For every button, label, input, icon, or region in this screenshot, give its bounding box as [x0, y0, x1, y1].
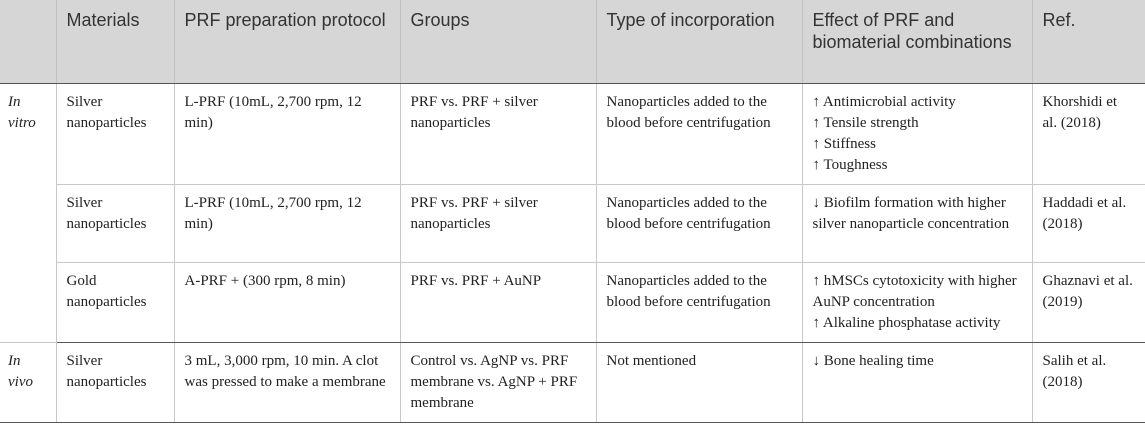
- cell-groups: PRF vs. PRF + AuNP: [400, 262, 596, 342]
- cell-material: Silver nanoparticles: [56, 184, 174, 262]
- effect-item: ↑ Toughness: [812, 156, 888, 173]
- header-materials: Materials: [56, 0, 174, 83]
- cell-groups: PRF vs. PRF + silver nanoparticles: [400, 83, 596, 184]
- cell-material: Gold nanoparticles: [56, 262, 174, 342]
- cell-groups: Control vs. AgNP vs. PRF membrane vs. AgNP + PRF membrane: [400, 342, 596, 422]
- cell-groups: PRF vs. PRF + silver nanoparticles: [400, 184, 596, 262]
- effect-item: ↓ Biofilm formation with higher silver nanoparticle concentration: [812, 194, 1010, 232]
- effect-item: ↓ Bone healing time: [812, 352, 934, 369]
- cell-incorporation: Nanoparticles added to the blood before centrifugation: [596, 184, 802, 262]
- header-context: [0, 0, 56, 83]
- table-row: [0, 83, 1145, 184]
- effect-item: ↑ Alkaline phosphatase activity: [812, 314, 1001, 331]
- cell-protocol: A-PRF + (300 rpm, 8 min): [174, 262, 400, 342]
- header-incorporation: Type of incorporation: [596, 0, 802, 83]
- cell-protocol: L-PRF (10mL, 2,700 rpm, 12 min): [174, 83, 400, 184]
- table-row: [0, 262, 1145, 342]
- cell-incorporation: Nanoparticles added to the blood before centrifugation: [596, 83, 802, 184]
- header-groups: Groups: [400, 0, 596, 83]
- cell-protocol: L-PRF (10mL, 2,700 rpm, 12 min): [174, 184, 400, 262]
- cell-effects: [802, 342, 1032, 422]
- cell-effects: [802, 184, 1032, 262]
- effect-item: ↑ hMSCs cytotoxicity with higher AuNP concentration: [812, 272, 1017, 310]
- cell-ref: Haddadi et al. (2018): [1032, 184, 1145, 262]
- cell-protocol: 3 mL, 3,000 rpm, 10 min. A clot was pressed to make a membrane: [174, 342, 400, 422]
- cell-incorporation: Nanoparticles added to the blood before centrifugation: [596, 262, 802, 342]
- cell-incorporation: Not mentioned: [596, 342, 802, 422]
- header-effect: Effect of PRF and biomaterial combinations: [802, 0, 1032, 83]
- effect-item: ↑ Stiffness: [812, 135, 876, 152]
- effect-item: ↑ Tensile strength: [812, 114, 919, 131]
- cell-effects: [802, 262, 1032, 342]
- table-row: [0, 184, 1145, 262]
- cell-effects: [802, 83, 1032, 184]
- table-row: [0, 342, 1145, 422]
- header-row: [0, 0, 1145, 83]
- cell-material: Silver nanoparticles: [56, 83, 174, 184]
- header-protocol: PRF preparation protocol: [174, 0, 400, 83]
- effect-item: ↑ Antimicrobial activity: [812, 93, 956, 110]
- header-ref: Ref.: [1032, 0, 1145, 83]
- cell-material: Silver nanoparticles: [56, 342, 174, 422]
- cell-ref: Khorshidi et al. (2018): [1032, 83, 1145, 184]
- cell-ref: Ghaznavi et al. (2019): [1032, 262, 1145, 342]
- cell-ref: Salih et al. (2018): [1032, 342, 1145, 422]
- context-in-vivo: In vivo: [0, 342, 56, 422]
- context-in-vitro: In vitro: [0, 83, 56, 342]
